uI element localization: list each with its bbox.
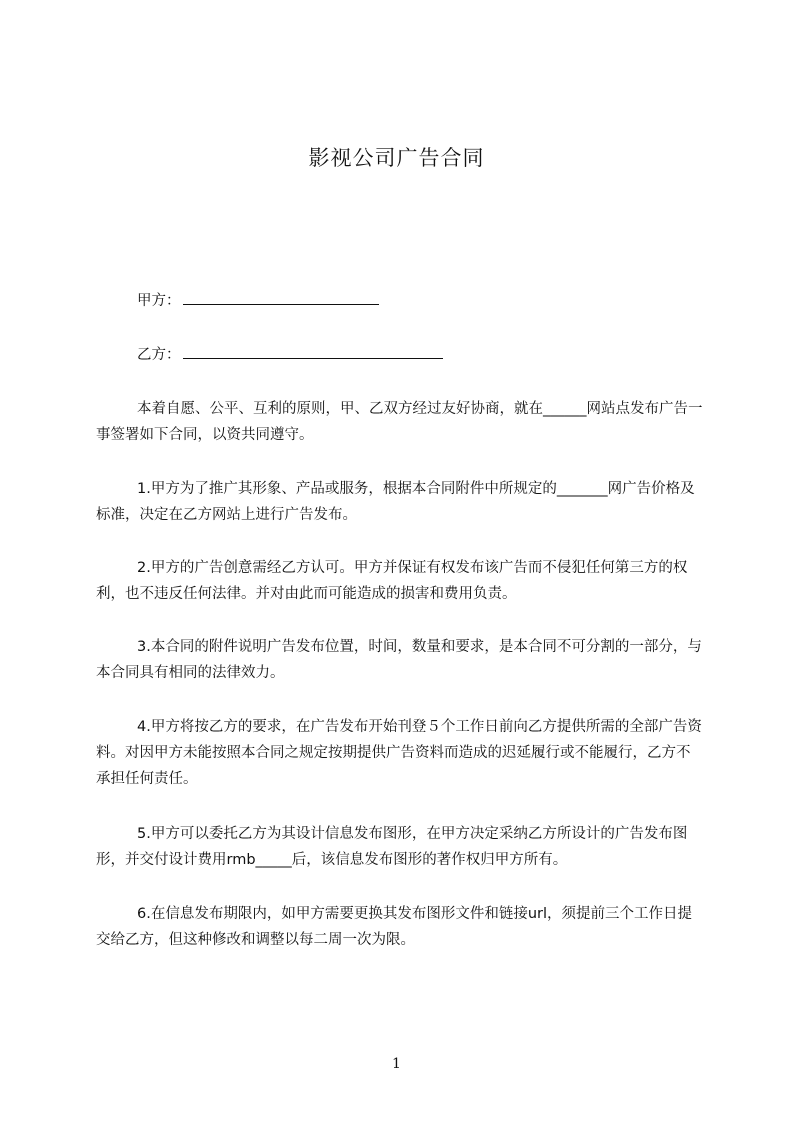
clause-3-paragraph: 3.本合同的附件说明广告发布位置，时间，数量和要求，是本合同不可分割的一部分，与本合同具有相同的法律效力。 bbox=[96, 639, 702, 681]
party-a-label: 甲方： bbox=[137, 293, 181, 309]
contract-title: 影视公司广告合同 bbox=[308, 146, 485, 170]
party-a-line bbox=[137, 288, 379, 313]
clause-2-paragraph: 2.甲方的广告创意需经乙方认可。甲方并保证有权发布该广告而不侵犯任何第三方的权利，也不违反任何法律。并对由此而可能造成的损害和费用负责。 bbox=[96, 560, 688, 602]
clause-4-paragraph: 4.甲方将按乙方的要求，在广告发布开始刊登５个工作日前向乙方提供所需的全部广告资料。对因甲方未能按照本合同之规定按期提供广告资料而造成的迟延履行或不能履行，乙方不承担任何责任。 bbox=[96, 719, 702, 787]
page-number: 1 bbox=[392, 1056, 401, 1072]
clause-6-paragraph: 6.在信息发布期限内，如甲方需要更换其发布图形文件和链接url，须提前三个工作日提交给乙方，但这种修改和调整以每二周一次为限。 bbox=[96, 906, 693, 948]
clause-1-paragraph: 1.甲方为了推广其形象、产品或服务，根据本合同附件中所规定的_______网广告价格及标准，决定在乙方网站上进行广告发布。 bbox=[96, 481, 695, 523]
preamble-paragraph: 本着自愿、公平、互利的原则，甲、乙双方经过友好协商，就在______网站点发布广告一事签署如下合同，以资共同遵守。 bbox=[96, 401, 703, 443]
clause-5-paragraph: 5.甲方可以委托乙方为其设计信息发布图形，在甲方决定采纳乙方所设计的广告发布图形，并交付设计费用rmb_____后，该信息发布图形的著作权归甲方所有。 bbox=[96, 826, 688, 868]
party-b-line bbox=[137, 342, 443, 367]
party-b-label: 乙方： bbox=[137, 347, 181, 363]
party-a-blank-field bbox=[183, 288, 379, 305]
party-b-blank-field bbox=[183, 342, 443, 359]
